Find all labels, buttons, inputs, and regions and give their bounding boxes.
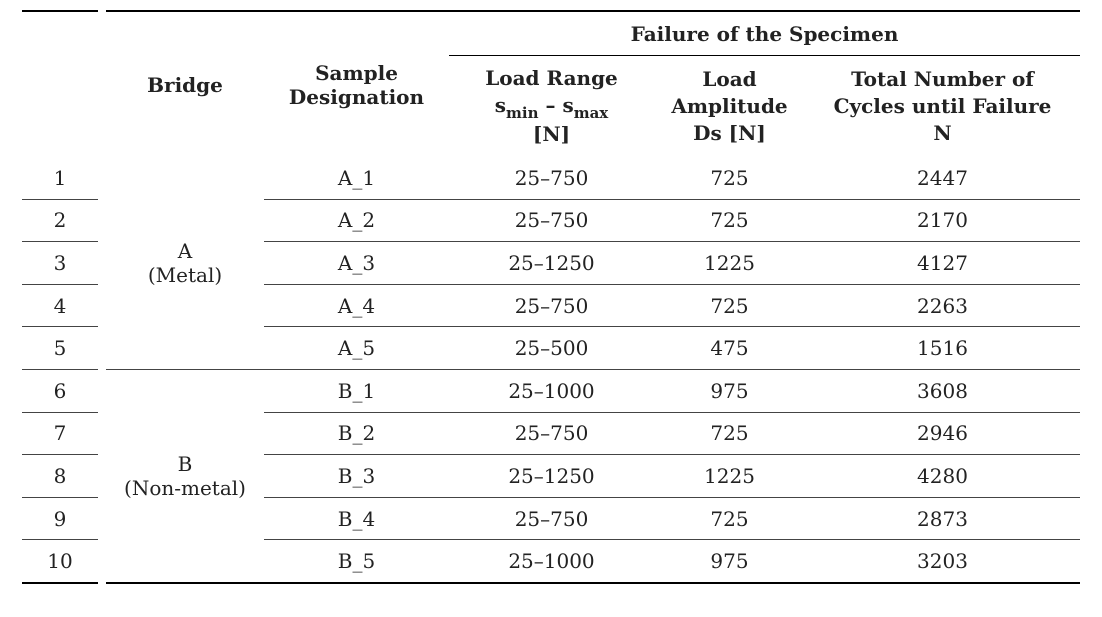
cell-number: 4 [22,284,102,327]
cell-sample: A_5 [264,327,449,370]
cell-load-amplitude: 725 [654,199,805,242]
cell-load-amplitude: 725 [654,497,805,540]
cell-number: 3 [22,242,102,285]
cell-load-amplitude: 1225 [654,455,805,498]
bridge-group-name: B [177,451,193,476]
cell-sample: A_1 [264,157,449,199]
cell-load-amplitude: 975 [654,540,805,583]
cell-load-amplitude: 725 [654,157,805,199]
cell-load-range: 25–750 [449,284,654,327]
cell-sample: B_3 [264,455,449,498]
cell-load-range: 25–750 [449,199,654,242]
cell-load-amplitude: 975 [654,369,805,412]
bridge-group-detail: (Non-metal) [124,475,246,500]
header-load-range-unit: [N] [532,122,571,146]
cell-total-cycles: 3608 [805,369,1080,412]
header-sample-designation [264,11,449,157]
cell-number: 5 [22,327,102,370]
cell-load-amplitude: 725 [654,412,805,455]
cell-number: 9 [22,497,102,540]
cell-number: 7 [22,412,102,455]
cell-load-range: 25–750 [449,497,654,540]
header-load-range-formula: $s_{min} - s_{max}$ [494,93,609,122]
cell-total-cycles: 3203 [805,540,1080,583]
cell-total-cycles: 4127 [805,242,1080,285]
cell-load-amplitude: 725 [654,284,805,327]
cell-load-amplitude: 1225 [654,242,805,285]
cell-load-range: 25–1000 [449,369,654,412]
cell-total-cycles: 1516 [805,327,1080,370]
cell-total-cycles: 2170 [805,199,1080,242]
bridge-group-name: A [177,238,193,263]
table-body [22,157,1080,583]
cell-number: 1 [22,157,102,199]
cell-load-range: 25–1250 [449,242,654,285]
cell-sample: B_5 [264,540,449,583]
header-load-range-line1: Load Range [485,66,618,90]
header-number [22,11,102,157]
table-row [22,369,1080,412]
table-header [22,11,1080,157]
cell-total-cycles: 2873 [805,497,1080,540]
cell-sample: A_4 [264,284,449,327]
cell-bridge-group [102,369,264,582]
table-row [22,157,1080,199]
cell-number: 8 [22,455,102,498]
header-total-cycles: Total Number of Cycles until Failure N [833,67,1052,145]
cell-total-cycles: 4280 [805,455,1080,498]
cell-load-range: 25–1250 [449,455,654,498]
cell-total-cycles: 2447 [805,157,1080,199]
cell-sample: A_2 [264,199,449,242]
header-load-range [449,56,654,158]
header-load-amplitude: Load Amplitude Ds [N] [671,67,788,145]
cell-sample: B_1 [264,369,449,412]
cell-total-cycles: 2946 [805,412,1080,455]
cell-load-range: 25–750 [449,412,654,455]
cell-load-range: 25–750 [449,157,654,199]
cell-total-cycles: 2263 [805,284,1080,327]
cell-number: 6 [22,369,102,412]
cell-number: 2 [22,199,102,242]
header-bridge: Bridge [102,11,264,157]
cell-bridge-group [102,157,264,369]
header-sample-line2: Designation [288,84,425,109]
bridge-group-detail: (Metal) [147,262,223,287]
cell-load-range: 25–1000 [449,540,654,583]
cell-sample: B_2 [264,412,449,455]
cell-number: 10 [22,540,102,583]
cell-load-amplitude: 475 [654,327,805,370]
cell-load-range: 25–500 [449,327,654,370]
cell-sample: B_4 [264,497,449,540]
fatigue-results-table [22,10,1080,584]
header-sample-line1: Sample [315,60,398,85]
header-failure-group: Failure of the Specimen [449,11,1080,56]
cell-sample: A_3 [264,242,449,285]
